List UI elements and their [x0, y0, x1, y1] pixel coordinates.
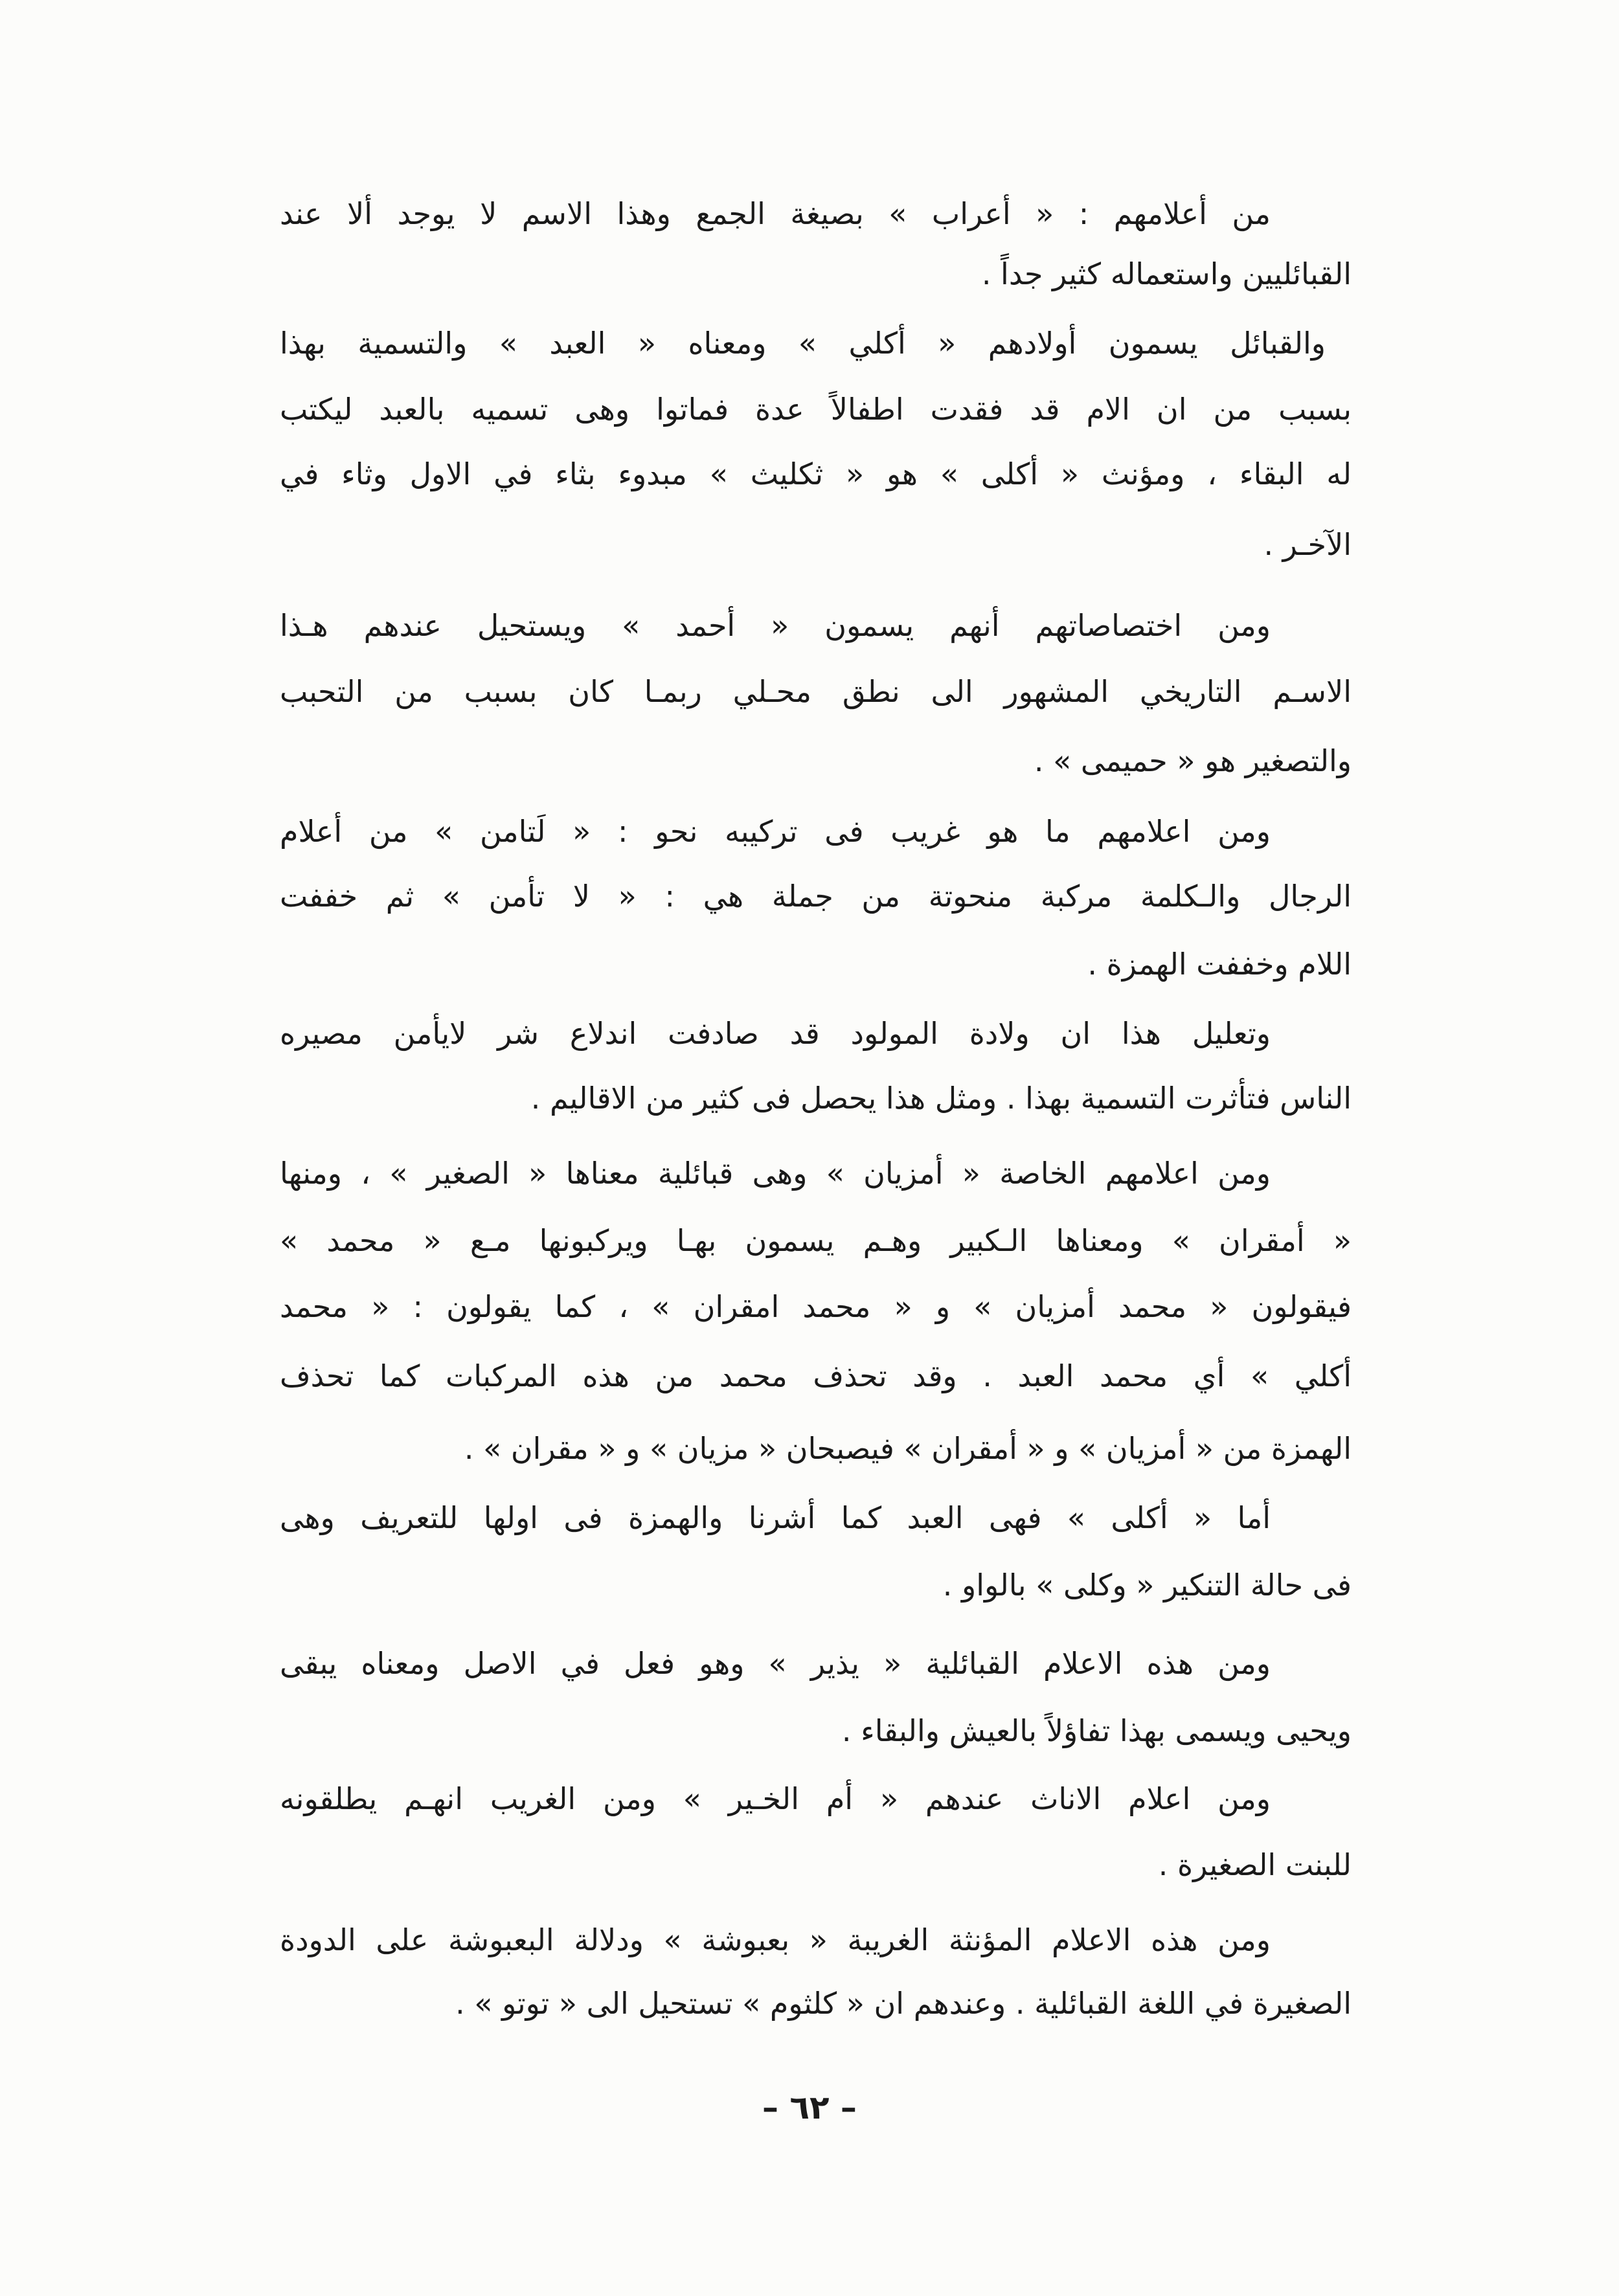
text-line: فيقولون « محمد أمزيان » و « محمد امقران » ، كما يقولون : « محمد [280, 1289, 1352, 1324]
text-line: له البقاء ، ومؤنث « أكلى » هو « ثكليث » مبدوء بثاء في الاول وثاء في [280, 456, 1352, 491]
text-line: الرجال والـكلمة مركبة منحوتة من جملة هي : « لا تأمن » ثم خففت [280, 879, 1352, 914]
page-number: – ٦٢ – [762, 2089, 857, 2126]
text-line: ومن اعلامهم الخاصة « أمزيان » وهى قبائلية معناها « الصغير » ، ومنها [280, 1156, 1271, 1191]
text-line: ومن اعلام الاناث عندهم « أم الخـير » ومن الغريب انهـم يطلقونه [280, 1781, 1271, 1816]
text-line: والقبائل يسمون أولادهم « أكلي » ومعناه « العبد » والتسمية بهذا [280, 326, 1326, 361]
text-line: اللام وخففت الهمزة . [1087, 947, 1352, 982]
text-line: وتعليل هذا ان ولادة المولود قد صادفت اندلاع شر لايأمن مصيره [280, 1016, 1271, 1051]
text-line: « أمقران » ومعناها الـكبير وهـم يسمون بهـا ويركبونها مـع « محمد » [280, 1223, 1352, 1258]
text-line: الصغيرة في اللغة القبائلية . وعندهم ان « كلثوم » تستحيل الى « توتو » . [455, 1986, 1352, 2021]
text-line: أما « أكلى » فهى العبد كما أشرنا والهمزة فى اولها للتعريف وهى [280, 1500, 1271, 1535]
text-line: ومن هذه الاعلام القبائلية « يذير » وهو فعل في الاصل ومعناه يبقى [280, 1646, 1271, 1681]
text-line: الهمزة من « أمزيان » و « أمقران » فيصبحان « مزيان » و « مقران » . [464, 1431, 1352, 1466]
text-line: القبائليين واستعماله كثير جداً . [981, 256, 1352, 291]
text-line: للبنت الصغيرة . [1158, 1847, 1352, 1882]
text-line: ومن اختصاصاتهم أنهم يسمون « أحمد » ويستحيل عندهم هـذا [280, 608, 1271, 643]
text-line: الاسـم التاريخي المشهور الى نطق محـلي ربمـا كان بسبب من التحبب [280, 674, 1352, 709]
text-line: بسبب من ان الام قد فقدت اطفالاً عدة فماتوا وهى تسميه بالعبد ليكتب [280, 392, 1352, 427]
text-line: من أعلامهم : « أعراب » بصيغة الجمع وهذا الاسم لا يوجد ألا عند [280, 196, 1271, 231]
text-line: والتصغير هو « حميمى » . [1034, 743, 1352, 778]
text-line: الآخـر . [1263, 527, 1352, 562]
text-line: ويحيى ويسمى بهذا تفاؤلاً بالعيش والبقاء . [841, 1713, 1352, 1748]
text-line: الناس فتأثرت التسمية بهذا . ومثل هذا يحصل فى كثير من الاقاليم . [530, 1081, 1352, 1116]
text-line: ومن اعلامهم ما هو غريب فى تركيبه نحو : « لَتامن » من أعلام [280, 814, 1271, 849]
text-line: ومن هذه الاعلام المؤنثة الغريبة « بعبوشة » ودلالة البعبوشة على الدودة [280, 1922, 1271, 1957]
text-line: فى حالة التنكير « وكلى » بالواو . [942, 1568, 1352, 1603]
text-line: أكلي » أي محمد العبد . وقد تحذف محمد من هذه المركبات كما تحذف [280, 1358, 1352, 1393]
